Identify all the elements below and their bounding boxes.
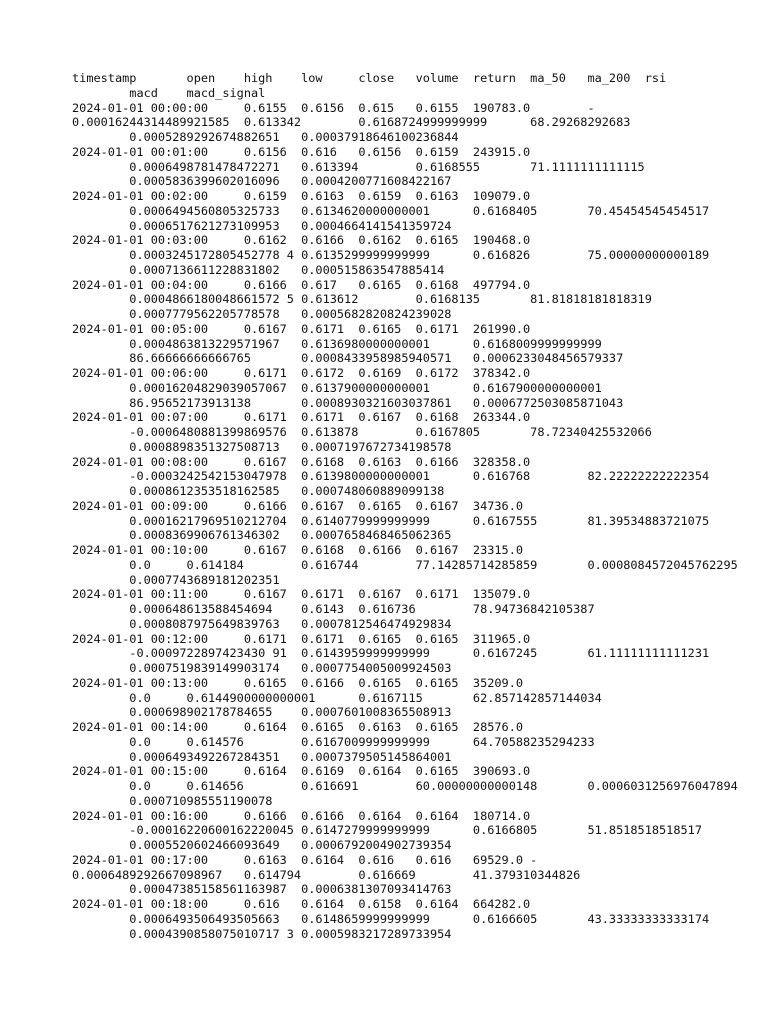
text-line: 0.0003245172805452778 4 0.6135299999999999 0.616826 75.00000000000189 (72, 248, 710, 262)
text-line: 2024-01-01 00:05:00 0.6167 0.6171 0.6165 0.6171 261990.0 (72, 321, 531, 336)
text-line: 0.0008369906761346302 0.0007658468465062365 (72, 528, 452, 543)
text-line: -0.00016220600162220045 0.6147279999999999 0.6166805 51.8518518518517 (72, 823, 702, 838)
text-line: 0.000651762127310995​3 0.0004664141541359724 (72, 218, 452, 233)
text-line: 2024-01-01 00:06:00 0.6171 0.6172 0.6169 0.6172 378342.0 (72, 366, 531, 380)
text-line: 2024-01-01 00:11:00 0.6167 0.6171 0.6167 0.6171 135079.0 (72, 587, 531, 602)
text-line: 0.00016204829039057067 0.6137900000000001 0.6167900000000001 (72, 380, 602, 395)
text-line: 0.0006498781478472271 0.613394 0.6168555 71.1111111111115 (72, 159, 645, 174)
text-line: 0.0005289292674882651 0.00037918646100236844 (72, 130, 459, 144)
text-line: 0.0006493506493505663 0.6148659999999999 0.6166605 43.33333333333174 (72, 911, 710, 926)
text-line: 0.0 0.614184 0.616744 77.14285714285859 0.0008084572045762295 (72, 557, 738, 572)
text-line: -0.0009722897423430 91 0.6143959999999999 0.6167245 61.11111111111231 (72, 646, 710, 661)
text-line: 0.0007519839149903174 0.0007754005009924503 (72, 661, 452, 675)
text-line: 0.0008612353518162585 0.000748060889099138 (72, 484, 445, 498)
text-line: 0.0004866180048661572 5 0.613612 0.6168135 81.81818181818319 (72, 292, 652, 307)
text-line: 0.0005836399602016096 0.0004200771608422167 (72, 174, 452, 189)
text-line: 2024-01-01 00:18:00 0.616 0.6164 0.6158 0.6164 664282.0 (72, 897, 531, 911)
text-line: 2024-01-01 00:17:00 0.6163 0.6164 0.616 0.616 69529.0 - (72, 852, 538, 867)
text-line: 0.0 0.6144900000000001 0.6167115 62.857142857144034 (72, 690, 602, 705)
text-line: 0.0007136611228831802 0.000515863547885414 (72, 262, 445, 277)
text-line: 2024-01-01 00:09:00 0.6166 0.6167 0.6165 0.6167 34736.0 (72, 498, 524, 513)
text-line: 0.000698902178784655 0.0007601008365508913 (72, 705, 452, 720)
text-line: 2024-01-01 00:08:00 0.6167 0.6168 0.6163 0.6166 328358.0 (72, 454, 531, 469)
text-line: 2024-01-01 00:04:00 0.6166 0.617 0.6165 0.6168 497794.0 (72, 277, 531, 292)
text-line: -0.0003242542153047978 0.6139800000000001 0.616768 82.22222222222354 (72, 469, 710, 484)
text-line: 2024-01-01 00:13:00 0.6165 0.6166 0.6165 0.6165 35209.0 (72, 675, 524, 690)
text-line: 2024-01-01 00:03:00 0.6162 0.6166 0.6162 0.6165 190468.0 (72, 233, 531, 248)
text-line: 2024-01-01 00:16:00 0.6166 0.6166 0.6164 0.6164 180714.0 (72, 808, 531, 823)
text-line: 0.0007743689181202351 (72, 572, 280, 587)
text-line: 0.0008898351327508713 0.0007197672734198578 (72, 439, 452, 454)
text-line: 86.66666666666765 0.0008433958985940571 0.0006233048456579337 (72, 351, 624, 366)
text-line: -0.0006480881399869576 0.613878 0.6167805 78.72340425532066 (72, 425, 652, 439)
text-line: 0.00047385158561163987 0.0006381307093414763 (72, 882, 452, 897)
text-line: 2024-01-01 00:02:00 0.6159 0.6163 0.6159 0.6163 109079.0 (72, 189, 531, 203)
text-line: 2024-01-01 00:14:00 0.6164 0.6165 0.6163 0.6165 28576.0 (72, 720, 524, 734)
text-line: 2024-01-01 00:01:00 0.6156 0.616 0.6156 0.6159 243915.0 (72, 144, 531, 159)
text-line: 0.0 0.614656 0.616691 60.00000000000148 0.0006031256976047894 (72, 779, 738, 793)
text-line: 2024-01-01 00:10:00 0.6167 0.6168 0.6166 0.6167 23315.0 (72, 543, 524, 557)
text-line: 0.0006493492267284351 0.0007379505145864001 (72, 749, 452, 764)
text-line: 0.0006494560805325733 0.6134620000000001 0.6168405 70.45454545454517 (72, 203, 710, 218)
text-line: 2024-01-01 00:00:00 0.6155 0.6156 0.615 0.6155 190783.0 - (72, 100, 595, 115)
text-line: 2024-01-01 00:15:00 0.6164 0.6169 0.6164 0.6165 390693.0 (72, 764, 531, 779)
text-line: 0.000710985551190078 (72, 793, 273, 808)
text-line: 0.0 0.614576 0.6167009999999999 64.70588235294233 (72, 734, 595, 749)
text-line: 0.00016244314489921585 0.613342 0.6168724999999999 68.29268292683 (72, 115, 631, 130)
text-line: timestamp open high low close volume return ma_50 ma_200 rsi (72, 71, 667, 85)
text-line: 0.0008087975649839763 0.0007812546474929834 (72, 616, 452, 631)
text-line: 0.0004863813229571967 0.6136980000000001 0.6168009999999999 (72, 336, 602, 351)
text-line: 2024-01-01 00:07:00 0.6171 0.6171 0.6167 0.6168 263344.0 (72, 410, 531, 425)
text-line: 0.0007779562205778578 0.0005682820824239028 (72, 307, 452, 321)
text-line: macd macd_signal (72, 85, 266, 100)
text-document (72, 71, 762, 941)
text-line: 0.0005520602466093649 0.0006792004902739354 (72, 838, 452, 852)
text-line: 2024-01-01 00:12:00 0.6171 0.6171 0.6165 0.6165 311965.0 (72, 631, 531, 646)
text-line: 0.0006489292667098967 0.614794 0.616669 41.379310344826 (72, 867, 581, 882)
text-line: 0.000648613588454694 0.6143 0.616736 78.94736842105387 (72, 602, 595, 616)
text-line: 86.95652173913138 0.0008930321603037861 0.0006772503085871043 (72, 395, 624, 410)
text-line: 0.0004390858075010717 3 0.0005983217289733954 (72, 926, 452, 941)
text-line: 0.00016217969510212704 0.6140779999999999 0.6167555 81.39534883721075 (72, 513, 710, 528)
